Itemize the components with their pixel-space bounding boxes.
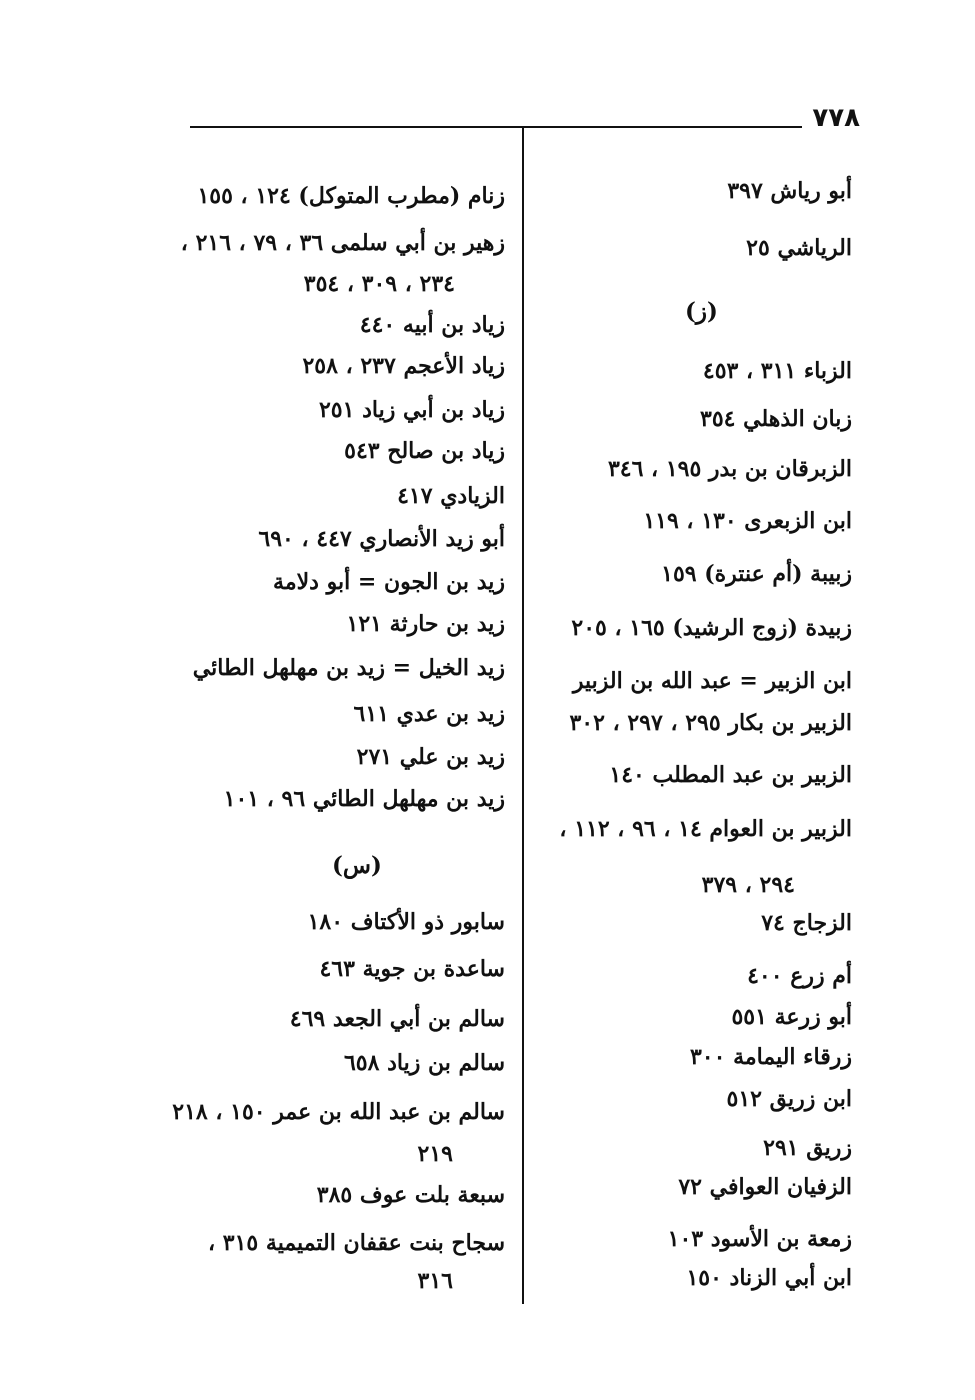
index-entry: ابن أبي الزناد ١٥٠ bbox=[686, 1265, 852, 1291]
section-letter-seen: (س) bbox=[332, 852, 382, 879]
index-entry: أم زرع ٤٠٠ bbox=[747, 963, 852, 989]
index-entry: سالم بن زياد ٦٥٨ bbox=[343, 1050, 505, 1076]
index-entry-continuation: ٢١٩ bbox=[417, 1141, 453, 1167]
index-entry: زيد بن عدي ٦١١ bbox=[353, 701, 505, 727]
index-entry: زياد بن أبيه ٤٤٠ bbox=[359, 312, 505, 338]
index-entry-continuation: ٣١٦ bbox=[417, 1268, 453, 1294]
index-entry: زياد الأعجم ٢٣٧ ، ٢٥٨ bbox=[302, 353, 505, 379]
index-entry: سابور ذو الأكتاف ١٨٠ bbox=[307, 909, 505, 935]
index-entry-continuation: ٢٣٤ ، ٣٠٩ ، ٣٥٤ bbox=[303, 271, 455, 297]
index-entry: زيد بن حارثة ١٢١ bbox=[346, 611, 505, 637]
column-divider bbox=[522, 126, 524, 1304]
section-letter-zay: (ز) bbox=[685, 298, 718, 325]
index-entry: زيد بن مهلهل الطائي ٩٦ ، ١٠١ bbox=[223, 786, 505, 812]
index-entry: ابن الزبعرى ١٣٠ ، ١١٩ bbox=[643, 508, 852, 534]
index-entry: زيد بن علي ٢٧١ bbox=[356, 744, 505, 770]
index-entry: زريق ٢٩١ bbox=[763, 1135, 852, 1161]
index-entry: أبو رياش ٣٩٧ bbox=[727, 178, 852, 204]
index-entry: زبيبة (أم عنترة) ١٥٩ bbox=[661, 561, 852, 587]
index-entry: الزيادي ٤١٧ bbox=[397, 483, 505, 509]
page-number: ٧٧٨ bbox=[812, 103, 860, 133]
header-rule bbox=[190, 126, 802, 128]
index-entry: زمعة بن الأسود ١٠٣ bbox=[667, 1226, 852, 1252]
index-entry: زياد بن أبي زياد ٢٥١ bbox=[318, 397, 505, 423]
index-entry: زياد بن صالح ٥٤٣ bbox=[344, 438, 505, 464]
index-entry: الزباء ٣١١ ، ٤٥٣ bbox=[702, 358, 852, 384]
index-entry: أبو زيد الأنصاري ٤٤٧ ، ٦٩٠ bbox=[258, 526, 505, 552]
index-entry: أبو زرعة ٥٥١ bbox=[731, 1004, 852, 1030]
index-entry: سجاح بنت عقفان التميمية ٣١٥ ، bbox=[208, 1230, 505, 1256]
index-entry: زنام (مطرب المتوكل) ١٢٤ ، ١٥٥ bbox=[197, 183, 505, 209]
index-entry: الزبرقان بن بدر ١٩٥ ، ٣٤٦ bbox=[607, 456, 852, 482]
index-entry: زرقاء اليمامة ٣٠٠ bbox=[689, 1044, 852, 1070]
index-entry: زهير بن أبي سلمى ٣٦ ، ٧٩ ، ٢١٦ ، bbox=[180, 230, 505, 256]
index-entry: الزجاج ٧٤ bbox=[761, 910, 852, 936]
index-entry: زيد الخيل = زيد بن مهلهل الطائي bbox=[192, 655, 505, 681]
index-entry: سبعة بلت عوف ٣٨٥ bbox=[316, 1182, 505, 1208]
index-entry: سالم بن أبي الجعد ٤٦٩ bbox=[289, 1006, 505, 1032]
index-entry: الزبير بن بكار ٢٩٥ ، ٢٩٧ ، ٣٠٢ bbox=[569, 710, 852, 736]
index-entry: الزبير بن عبد المطلب ١٤٠ bbox=[609, 762, 852, 788]
index-entry: زبيدة (زوج الرشيد) ١٦٥ ، ٢٠٥ bbox=[571, 615, 852, 641]
index-entry: ساعدة بن جوية ٤٦٣ bbox=[319, 956, 505, 982]
index-entry-continuation: ٢٩٤ ، ٣٧٩ bbox=[701, 872, 795, 898]
index-entry: ابن زريق ٥١٢ bbox=[726, 1086, 852, 1112]
index-entry: الزبير بن العوام ١٤ ، ٩٦ ، ١١٢ ، bbox=[559, 816, 852, 842]
index-entry: الزفيان العوافي ٧٢ bbox=[678, 1174, 852, 1200]
index-entry: الرياشي ٢٥ bbox=[746, 235, 852, 261]
index-entry: زبان الذهلي ٣٥٤ bbox=[700, 406, 852, 432]
index-entry: زيد بن الجون = أبو دلامة bbox=[273, 569, 505, 595]
index-entry: سالم بن عبد الله بن عمر ١٥٠ ، ٢١٨ bbox=[172, 1099, 505, 1125]
index-entry: ابن الزبير = عبد الله بن الزبير bbox=[572, 668, 852, 694]
